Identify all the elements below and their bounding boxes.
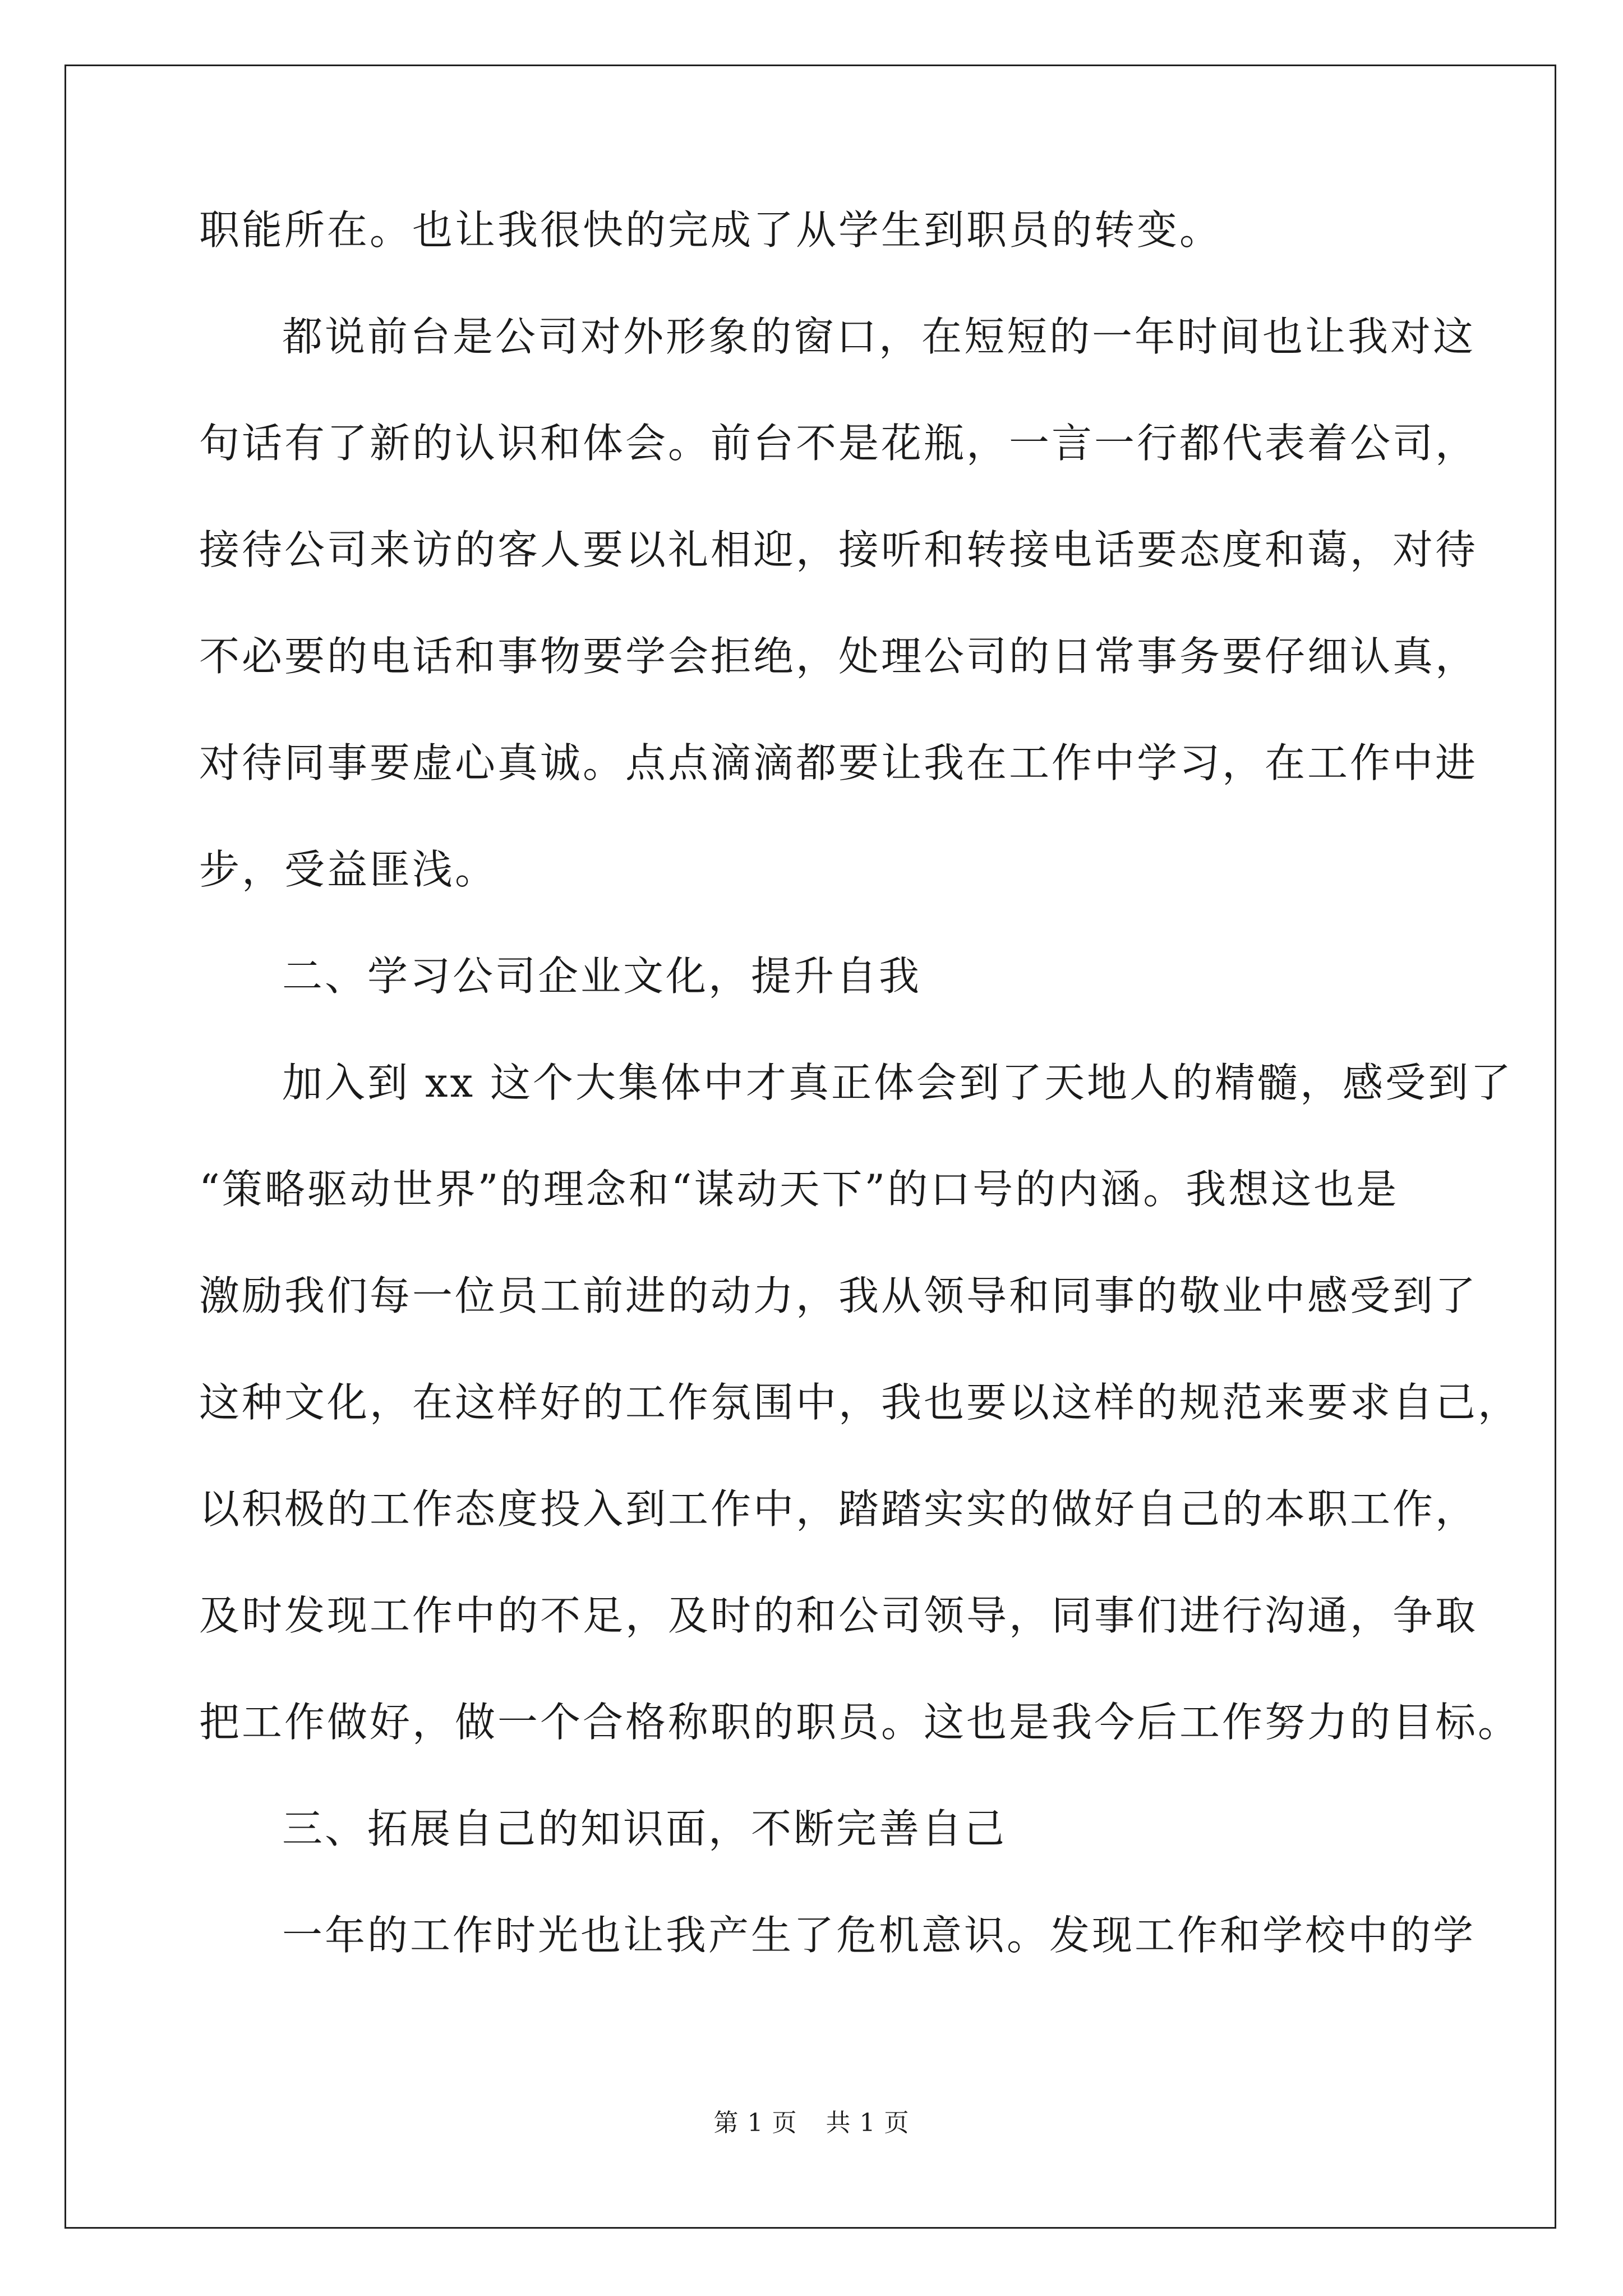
- text-line: 都说前台是公司对外形象的窗口，在短短的一年时间也让我对这: [282, 313, 1476, 360]
- text-line: 一年的工作时光也让我产生了危机意识。发现工作和学校中的学: [282, 1912, 1476, 1959]
- text-line: 把工作做好，做一个合格称职的职员。这也是我今后工作努力的目标。: [199, 1699, 1521, 1746]
- page-total: 共 1 页: [826, 2109, 910, 2137]
- text-line: 对待同事要虚心真诚。点点滴滴都要让我在工作中学习，在工作中进: [199, 739, 1478, 786]
- text-line: 加入到 xx 这个大集体中才真正体会到了天地人的精髓，感受到了: [282, 1059, 1513, 1106]
- page-number: 第 1 页: [713, 2109, 797, 2137]
- text-line: 以积极的工作态度投入到工作中，踏踏实实的做好自己的本职工作，: [199, 1485, 1478, 1533]
- text-line: 接待公司来访的客人要以礼相迎，接听和转接电话要态度和蔼，对待: [199, 526, 1478, 573]
- text-line: 激励我们每一位员工前进的动力，我从领导和同事的敬业中感受到了: [199, 1272, 1478, 1319]
- page-footer: [0, 2106, 1623, 2140]
- text-line: 职能所在。也让我很快的完成了从学生到职员的转变。: [199, 206, 1223, 254]
- text-line: 句话有了新的认识和体会。前台不是花瓶，一言一行都代表着公司，: [199, 420, 1478, 467]
- text-line: “策略驱动世界”的理念和“谋动天下”的口号的内涵。我想这也是: [199, 1166, 1399, 1213]
- text-line: 不必要的电话和事物要学会拒绝，处理公司的日常事务要仔细认真，: [199, 633, 1478, 680]
- text-line: 及时发现工作中的不足，及时的和公司领导，同事们进行沟通，争取: [199, 1592, 1478, 1639]
- text-line: 这种文化，在这样好的工作氛围中，我也要以这样的规范来要求自己，: [199, 1379, 1521, 1426]
- section-heading: 二、学习公司企业文化，提升自我: [282, 953, 922, 1000]
- section-heading: 三、拓展自己的知识面，不断完善自己: [282, 1805, 1007, 1852]
- text-line: 步，受益匪浅。: [199, 846, 498, 893]
